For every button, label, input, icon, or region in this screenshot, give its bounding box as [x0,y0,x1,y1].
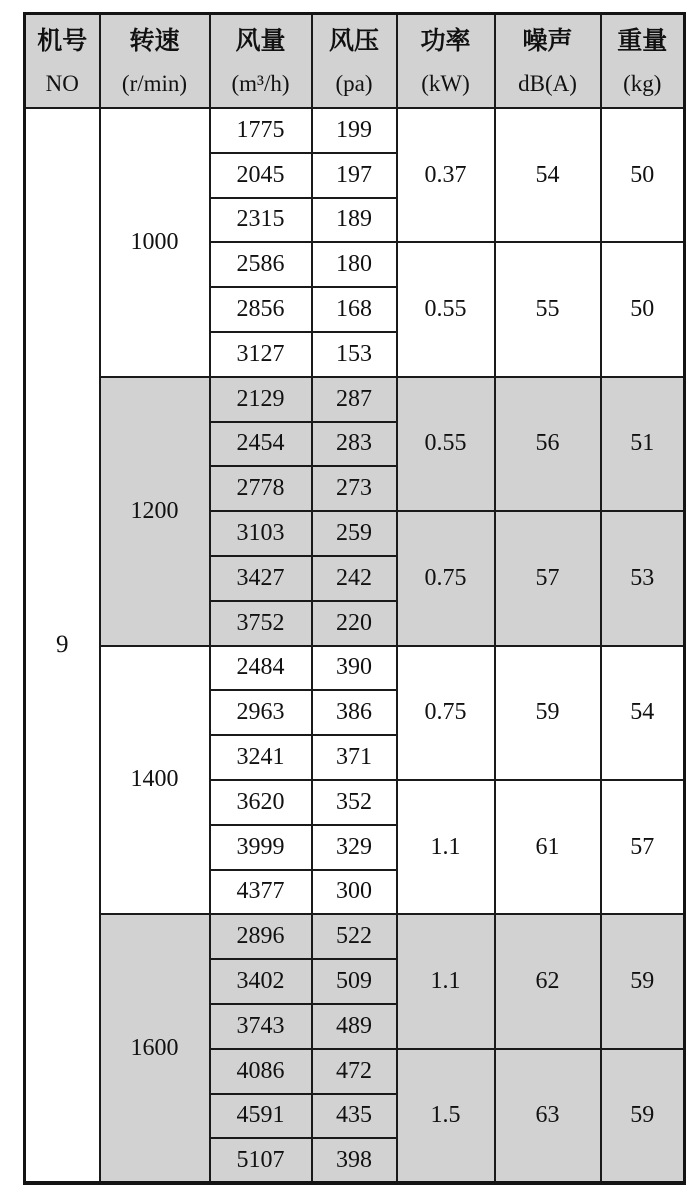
air-volume-cell: 2778 [210,466,312,511]
air-pressure-cell: 472 [312,1049,397,1094]
air-pressure-cell: 273 [312,466,397,511]
air-volume-cell: 3752 [210,601,312,646]
air-volume-cell: 3402 [210,959,312,1004]
col-header-unit: (r/min) [121,71,188,96]
air-pressure-cell: 153 [312,332,397,377]
air-pressure-cell: 180 [312,242,397,287]
col-header-unit: (pa) [335,71,373,96]
col-header-label: 风量 [235,28,286,55]
power-cell: 1.1 [397,914,495,1048]
air-volume-cell: 4591 [210,1094,312,1139]
air-pressure-cell: 220 [312,601,397,646]
speed-cell: 1000 [100,108,210,377]
air-volume-cell: 2045 [210,153,312,198]
air-pressure-cell: 283 [312,422,397,467]
spec-table [23,12,686,1185]
air-volume-cell: 4086 [210,1049,312,1094]
air-pressure-cell: 287 [312,377,397,422]
air-volume-cell: 2129 [210,377,312,422]
air-pressure-cell: 168 [312,287,397,332]
col-header-machine-no [25,14,100,109]
weight-cell: 57 [601,780,685,914]
noise-cell: 55 [495,242,601,376]
air-pressure-cell: 242 [312,556,397,601]
air-volume-cell: 5107 [210,1138,312,1183]
air-volume-cell: 2315 [210,198,312,243]
air-pressure-cell: 390 [312,646,397,691]
air-pressure-cell: 352 [312,780,397,825]
speed-cell: 1200 [100,377,210,646]
noise-cell: 63 [495,1049,601,1183]
weight-cell: 50 [601,108,685,242]
col-header-air-pressure [312,14,397,109]
air-volume-cell: 2896 [210,914,312,959]
weight-cell: 59 [601,1049,685,1183]
col-header-unit: dB(A) [518,71,577,96]
power-cell: 0.37 [397,108,495,242]
air-pressure-cell: 509 [312,959,397,1004]
air-volume-cell: 2856 [210,287,312,332]
noise-cell: 61 [495,780,601,914]
air-pressure-cell: 522 [312,914,397,959]
air-volume-cell: 2454 [210,422,312,467]
table-body [25,108,685,1183]
noise-cell: 59 [495,646,601,780]
power-cell: 0.55 [397,242,495,376]
air-volume-cell: 3241 [210,735,312,780]
air-pressure-cell: 386 [312,690,397,735]
noise-cell: 57 [495,511,601,645]
air-pressure-cell: 329 [312,825,397,870]
speed-cell: 1400 [100,646,210,915]
noise-cell: 56 [495,377,601,511]
noise-cell: 54 [495,108,601,242]
power-cell: 0.55 [397,377,495,511]
air-volume-cell: 1775 [210,108,312,153]
col-header-label: 重量 [617,28,668,55]
air-pressure-cell: 371 [312,735,397,780]
col-header-unit: (kg) [623,71,662,96]
air-pressure-cell: 398 [312,1138,397,1183]
air-pressure-cell: 300 [312,870,397,915]
col-header-label: 转速 [129,28,180,55]
power-cell: 0.75 [397,511,495,645]
col-header-weight [601,14,685,109]
col-header-power [397,14,495,109]
air-volume-cell: 3620 [210,780,312,825]
air-pressure-cell: 197 [312,153,397,198]
weight-cell: 53 [601,511,685,645]
table-row [25,377,685,422]
col-header-label: 机号 [37,28,88,55]
speed-cell: 1600 [100,914,210,1183]
noise-cell: 62 [495,914,601,1048]
power-cell: 0.75 [397,646,495,780]
col-header-air-volume [210,14,312,109]
air-pressure-cell: 489 [312,1004,397,1049]
weight-cell: 54 [601,646,685,780]
weight-cell: 50 [601,242,685,376]
col-header-label: 噪声 [522,28,573,55]
power-cell: 1.5 [397,1049,495,1183]
col-header-noise [495,14,601,109]
col-header-speed [100,14,210,109]
air-volume-cell: 3427 [210,556,312,601]
air-pressure-cell: 435 [312,1094,397,1139]
air-pressure-cell: 259 [312,511,397,556]
power-cell: 1.1 [397,780,495,914]
weight-cell: 51 [601,377,685,511]
air-volume-cell: 2963 [210,690,312,735]
col-header-label: 风压 [328,28,379,55]
air-volume-cell: 3127 [210,332,312,377]
air-pressure-cell: 199 [312,108,397,153]
col-header-unit: NO [45,71,79,96]
machine-no-cell: 9 [25,108,100,1183]
table-header [25,14,685,109]
air-volume-cell: 3103 [210,511,312,556]
table-row [25,646,685,691]
air-pressure-cell: 189 [312,198,397,243]
table-row [25,914,685,959]
table-row [25,108,685,153]
col-header-label: 功率 [420,28,471,55]
air-volume-cell: 2484 [210,646,312,691]
col-header-unit: (kW) [421,71,470,96]
air-volume-cell: 2586 [210,242,312,287]
air-volume-cell: 3999 [210,825,312,870]
header-row [25,14,685,109]
col-header-unit: (m³/h) [231,71,290,96]
air-volume-cell: 3743 [210,1004,312,1049]
air-volume-cell: 4377 [210,870,312,915]
weight-cell: 59 [601,914,685,1048]
